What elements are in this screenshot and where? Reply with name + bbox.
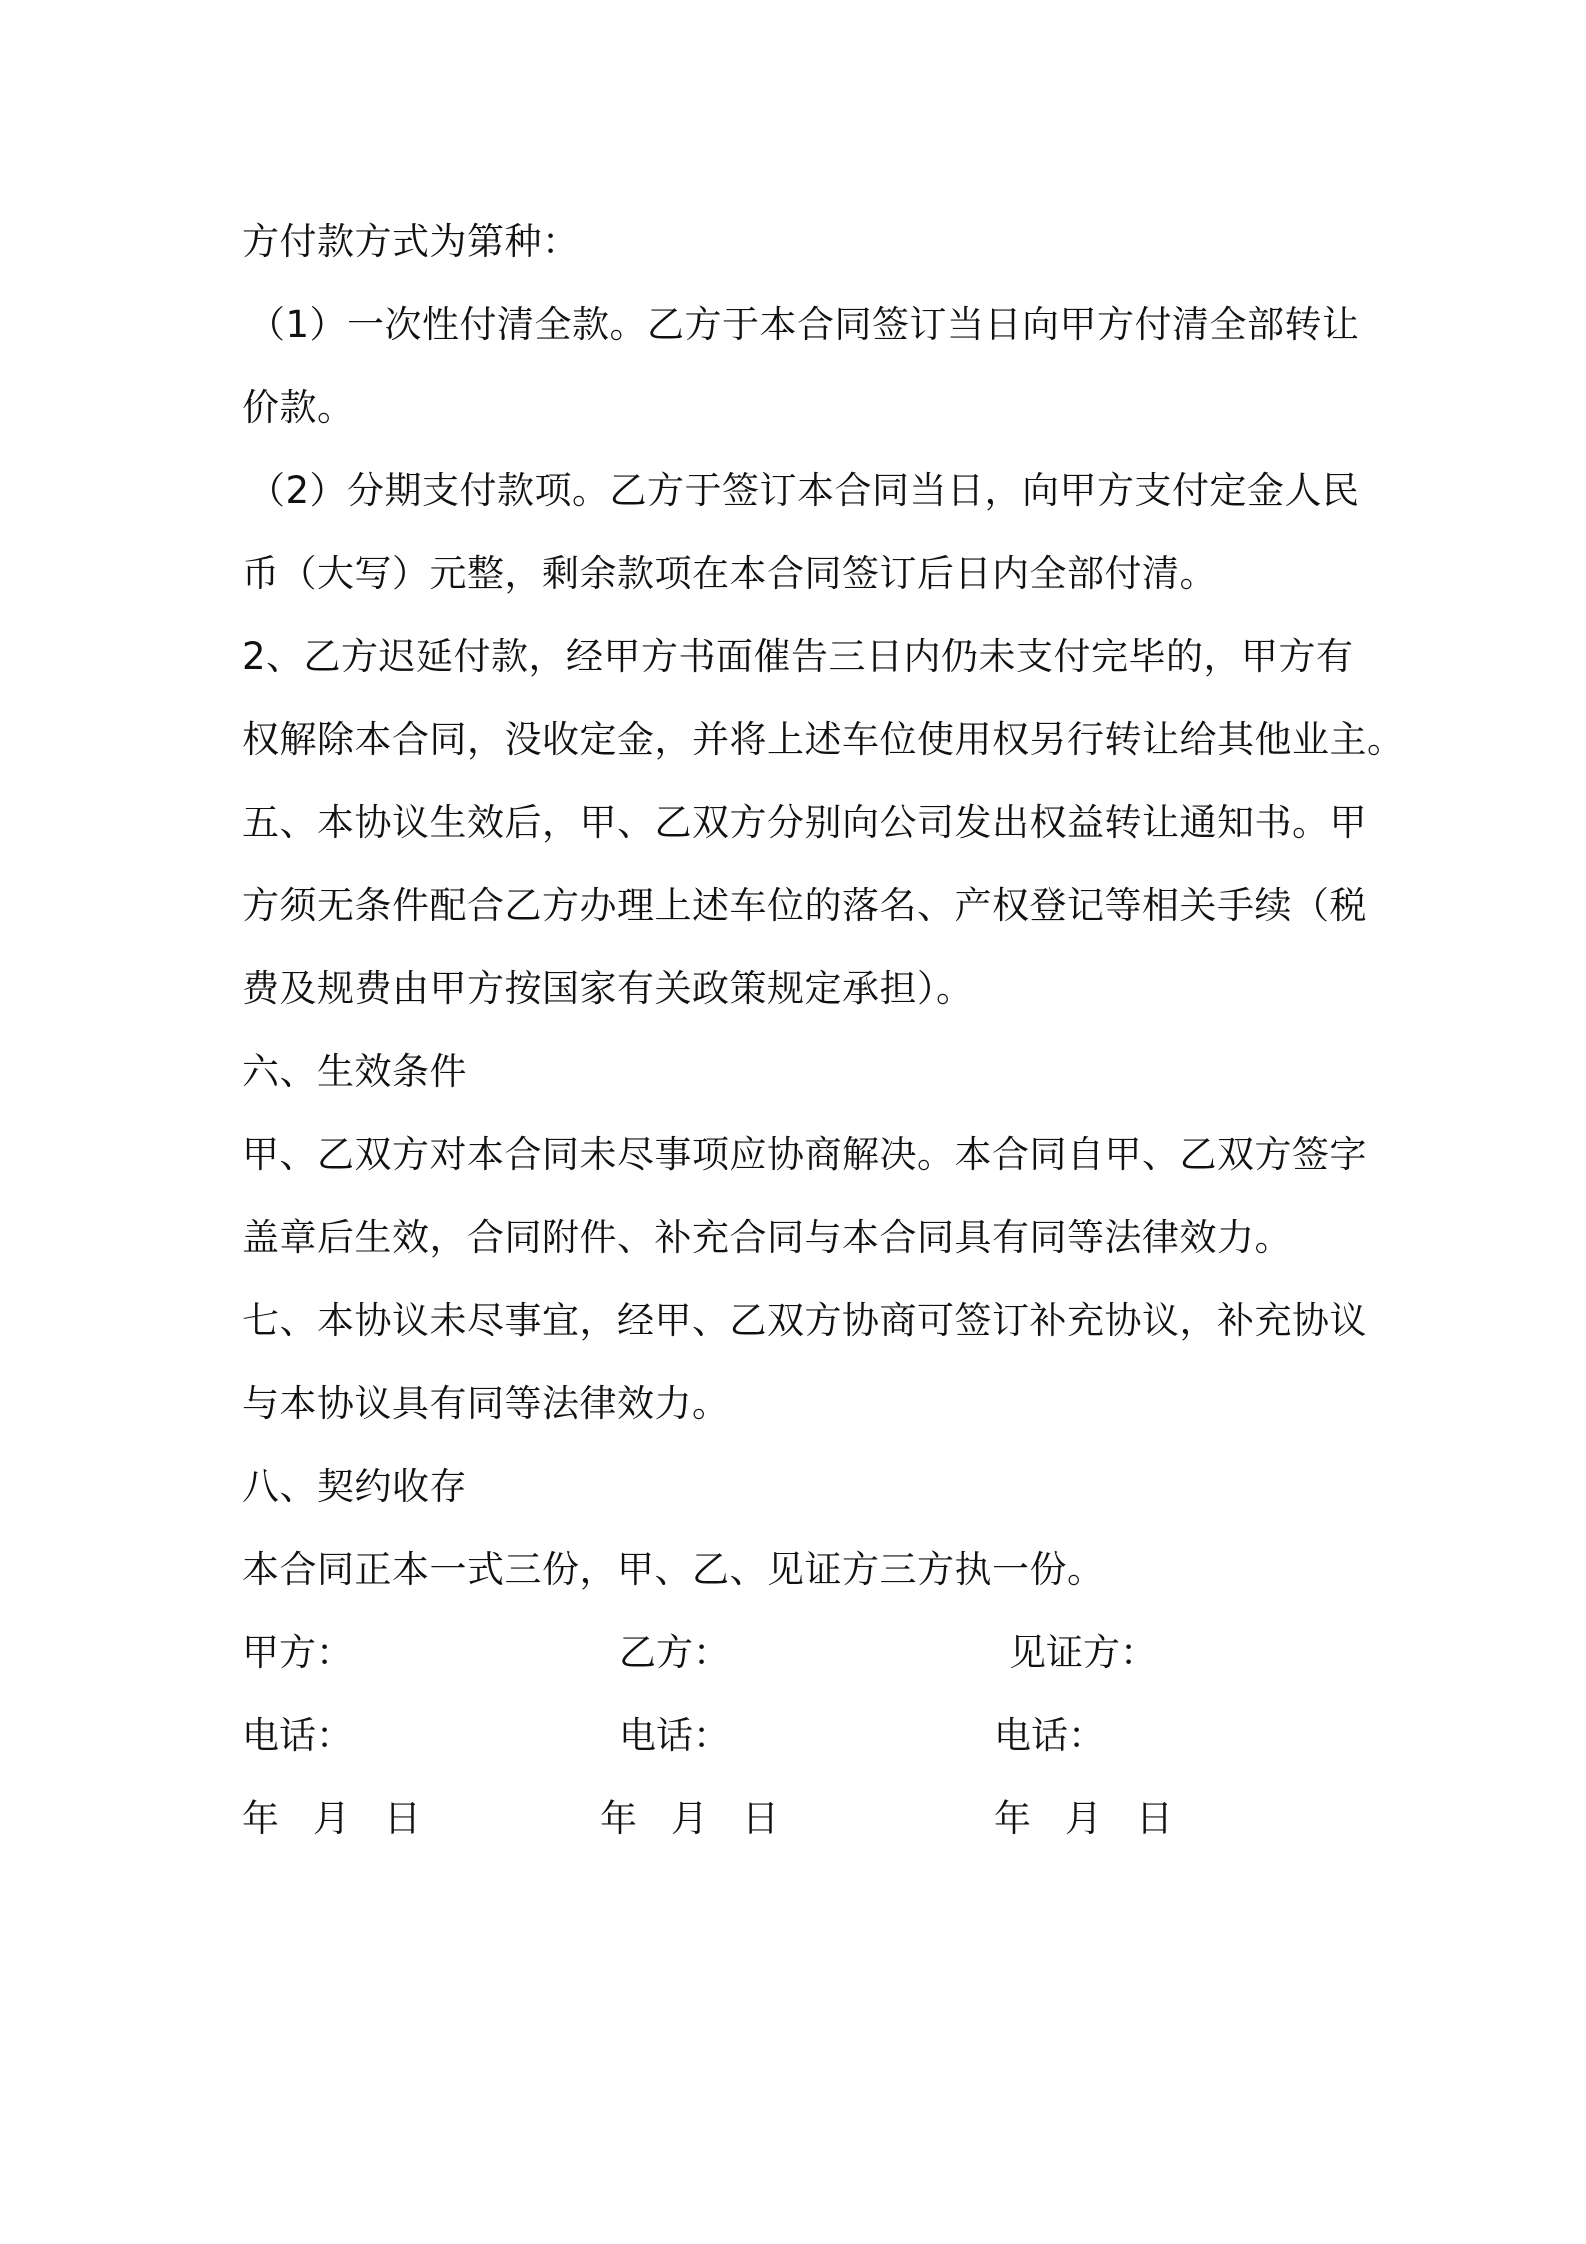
- day-label: 日: [384, 1797, 421, 1840]
- section-heading: 八、契约收存: [242, 1465, 467, 1508]
- document-body: [242, 200, 1405, 1860]
- month-label: 月: [671, 1797, 708, 1840]
- year-label: 年: [994, 1797, 1031, 1840]
- phone-a-label: 电话：: [242, 1714, 353, 1757]
- year-label: 年: [600, 1797, 637, 1840]
- paragraph-line: 币（大写）元整，剩余款项在本合同签订后日内全部付清。: [242, 552, 1217, 595]
- date-c: [994, 1777, 1173, 1860]
- paragraph-line: 方付款方式为第种：: [242, 220, 580, 263]
- paragraph-line: 盖章后生效，合同附件、补充合同与本合同具有同等法律效力。: [242, 1216, 1292, 1259]
- paragraph-line: 甲、乙双方对本合同未尽事项应协商解决。本合同自甲、乙双方签字: [242, 1133, 1367, 1176]
- signature-party-row: [242, 1611, 1362, 1694]
- paragraph-line: 方须无条件配合乙方办理上述车位的落名、产权登记等相关手续（税: [242, 884, 1367, 927]
- date-b: [600, 1777, 779, 1860]
- paragraph-line: （2）分期支付款项。乙方于签订本合同当日，向甲方支付定金人民: [248, 469, 1360, 512]
- month-label: 月: [313, 1797, 350, 1840]
- phone-b-label: 电话：: [619, 1714, 730, 1757]
- paragraph-line: 七、本协议未尽事宜，经甲、乙双方协商可签订补充协议，补充协议: [242, 1299, 1367, 1342]
- paragraph-line: 价款。: [242, 386, 355, 429]
- signature-phone-row: [242, 1694, 1362, 1777]
- party-b-label: 乙方：: [619, 1631, 730, 1674]
- paragraph-line: 权解除本合同，没收定金，并将上述车位使用权另行转让给其他业主。: [242, 718, 1405, 761]
- month-label: 月: [1065, 1797, 1102, 1840]
- paragraph-line: 与本协议具有同等法律效力。: [242, 1382, 730, 1425]
- year-label: 年: [242, 1797, 279, 1840]
- date-a: [242, 1777, 421, 1860]
- day-label: 日: [742, 1797, 779, 1840]
- witness-label: 见证方：: [1009, 1631, 1157, 1674]
- phone-c-label: 电话：: [994, 1714, 1105, 1757]
- paragraph-line: 五、本协议生效后，甲、乙双方分别向公司发出权益转让通知书。甲: [242, 801, 1367, 844]
- section-heading: 六、生效条件: [242, 1050, 467, 1093]
- signature-date-row: [242, 1777, 1362, 1860]
- day-label: 日: [1136, 1797, 1173, 1840]
- paragraph-line: 费及规费由甲方按国家有关政策规定承担）。: [242, 967, 974, 1010]
- paragraph-line: 本合同正本一式三份，甲、乙、见证方三方执一份。: [242, 1548, 1105, 1591]
- paragraph-line: 2、乙方迟延付款，经甲方书面催告三日内仍未支付完毕的，甲方有: [242, 635, 1354, 678]
- party-a-label: 甲方：: [242, 1631, 353, 1674]
- paragraph-line: （1）一次性付清全款。乙方于本合同签订当日向甲方付清全部转让: [248, 303, 1360, 346]
